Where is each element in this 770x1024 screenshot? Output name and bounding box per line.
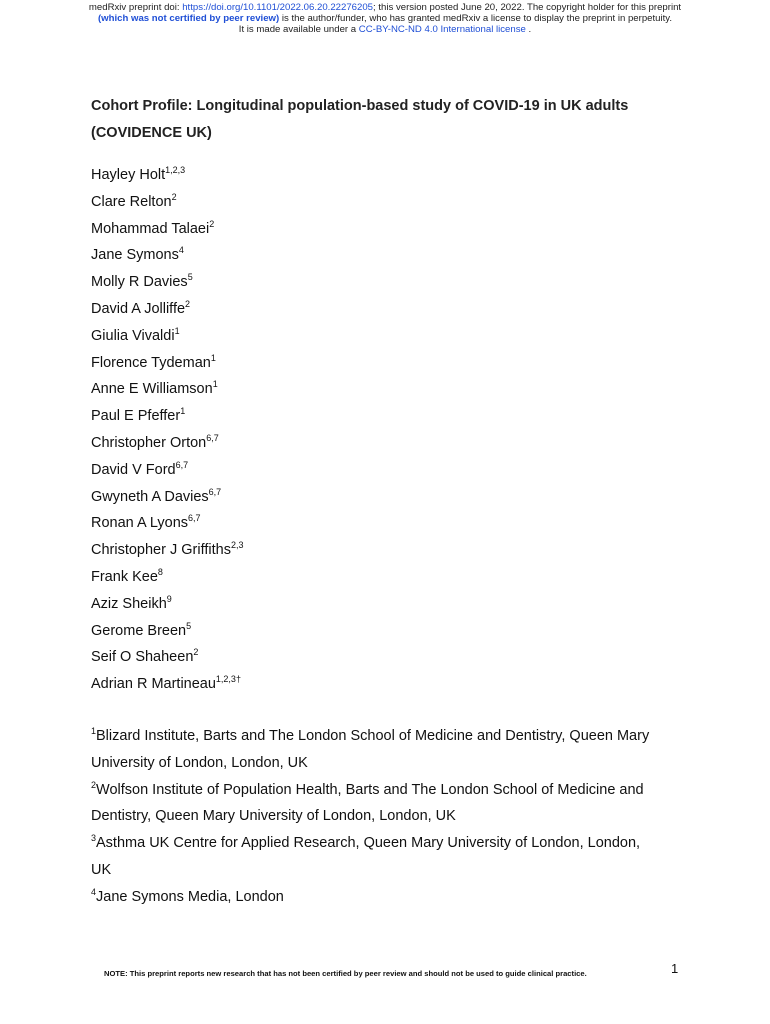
author-name: Ronan A Lyons: [91, 515, 189, 532]
author-name: Gerome Breen: [91, 622, 187, 639]
author-affiliation-marker: 1: [180, 406, 186, 417]
author-affiliation-marker: 2,3: [230, 540, 244, 551]
author-affiliation-marker: 2: [171, 191, 177, 202]
author-item: [91, 644, 691, 671]
author-affiliation-marker: 5: [187, 272, 193, 283]
author-affiliation-marker: 2: [185, 298, 191, 309]
author-affiliation-marker: 6,7: [175, 459, 189, 470]
author-item: [91, 457, 691, 484]
affiliation-text: Blizard Institute, Barts and The London School of Medicine and Dentistry, Queen Mary: [96, 728, 650, 744]
author-item: [91, 564, 691, 591]
author-item: [91, 269, 691, 296]
author-affiliation-marker: 1: [174, 325, 180, 336]
author-item: [91, 189, 691, 216]
author-item: [91, 242, 691, 269]
header-version-text: ; this version posted June 20, 2022. The copyright holder for this preprint: [373, 2, 682, 13]
author-name: Aziz Sheikh: [91, 595, 167, 612]
author-name: David A Jolliffe: [91, 300, 186, 317]
author-name: Florence Tydeman: [91, 354, 211, 371]
header-line-1: [0, 2, 770, 13]
affiliation-number: 4: [91, 886, 97, 897]
title-line-2: (COVIDENCE UK): [91, 125, 212, 141]
author-name: Gwyneth A Davies: [91, 488, 209, 505]
author-affiliation-marker: 6,7: [208, 486, 222, 497]
header-line-2: [0, 13, 770, 24]
author-affiliation-marker: 8: [157, 566, 163, 577]
license-link[interactable]: CC-BY-NC-ND 4.0 International license: [358, 24, 526, 35]
author-affiliation-marker: 2: [193, 647, 199, 658]
author-affiliation-marker: 4: [178, 245, 184, 256]
peer-review-note: (which was not certified by peer review): [97, 13, 280, 24]
author-name: Anne E Williamson: [91, 381, 213, 398]
author-item: [91, 296, 691, 323]
author-item: [91, 376, 691, 403]
page-number: 1: [671, 961, 679, 976]
author-affiliation-marker: 6,7: [206, 432, 219, 443]
author-item: [91, 430, 691, 457]
author-list: [91, 162, 691, 698]
author-item: [91, 537, 691, 564]
author-affiliation-marker: 1: [210, 352, 216, 363]
affiliation-text: Wolfson Institute of Population Health, Barts and The London School of Medicine and: [96, 781, 644, 798]
author-name: Clare Relton: [91, 193, 172, 210]
author-name: Molly R Davies: [91, 274, 188, 291]
affiliation-item: [91, 777, 691, 804]
author-item: [91, 323, 691, 350]
author-affiliation-marker: 6,7: [188, 513, 201, 524]
affiliation-continuation: Dentistry, Queen Mary University of London, London, UK: [91, 808, 456, 825]
author-item: [91, 216, 691, 243]
author-name: Mohammad Talaei: [91, 220, 210, 237]
doi-link[interactable]: https://doi.org/10.1101/2022.06.20.22276205: [182, 2, 374, 13]
author-item: [91, 403, 691, 430]
author-item: [91, 510, 691, 537]
affiliation-continuation: UK: [91, 861, 112, 878]
author-affiliation-marker: 1: [212, 379, 218, 390]
author-name: David V Ford: [91, 461, 176, 478]
author-name: Frank Kee: [91, 568, 158, 585]
author-name: Jane Symons: [91, 247, 179, 264]
affiliation-number: 1: [91, 726, 97, 736]
title-line-1: Cohort Profile: Longitudinal population-based study of COVID-19 in UK adults: [91, 98, 629, 114]
author-affiliation-marker: 9: [166, 593, 172, 604]
header-period: .: [525, 24, 532, 35]
author-name: Paul E Pfeffer: [91, 408, 181, 425]
author-item: [91, 671, 691, 698]
author-item: [91, 350, 691, 377]
affiliation-item: [91, 884, 691, 911]
author-item: [91, 591, 691, 618]
affiliation-item: [91, 723, 691, 750]
author-item: [91, 618, 691, 645]
author-item: [91, 162, 691, 189]
affiliation-number: 3: [91, 833, 97, 844]
paper-title: [91, 93, 691, 147]
author-name: Christopher J Griffiths: [91, 542, 231, 559]
header-line-3: [0, 24, 770, 35]
author-name: Giulia Vivaldi: [91, 327, 175, 344]
affiliation-text: Jane Symons Media, London: [96, 888, 284, 905]
author-name: Adrian R Martineau: [91, 676, 216, 693]
affiliation-number: 2: [91, 779, 97, 790]
affiliation-continuation: University of London, London, UK: [91, 754, 308, 771]
author-name: Seif O Shaheen: [91, 649, 194, 666]
header-license-text: is the author/funder, who has granted medRxiv a license to display the preprint in perpetuity.: [279, 13, 673, 24]
footer-note: NOTE: This preprint reports new research that has not been certified by peer review and should not be used to guide clinical practice.: [104, 969, 587, 978]
author-name: Christopher Orton: [91, 434, 207, 451]
author-name: Hayley Holt: [91, 167, 166, 183]
author-affiliation-marker: 5: [186, 620, 192, 631]
header-available-text: It is made available under a: [238, 24, 359, 35]
author-item: [91, 484, 691, 511]
header-doi-prefix: medRxiv preprint doi:: [88, 2, 183, 13]
author-affiliation-marker: 2: [209, 218, 215, 229]
author-affiliation-marker: 1,2,3: [165, 165, 186, 175]
affiliation-item: [91, 830, 691, 857]
affiliation-list: [91, 723, 691, 911]
author-affiliation-marker: 1,2,3†: [215, 674, 241, 685]
affiliation-text: Asthma UK Centre for Applied Research, Queen Mary University of London, London,: [96, 835, 641, 852]
preprint-header: [0, 2, 770, 35]
